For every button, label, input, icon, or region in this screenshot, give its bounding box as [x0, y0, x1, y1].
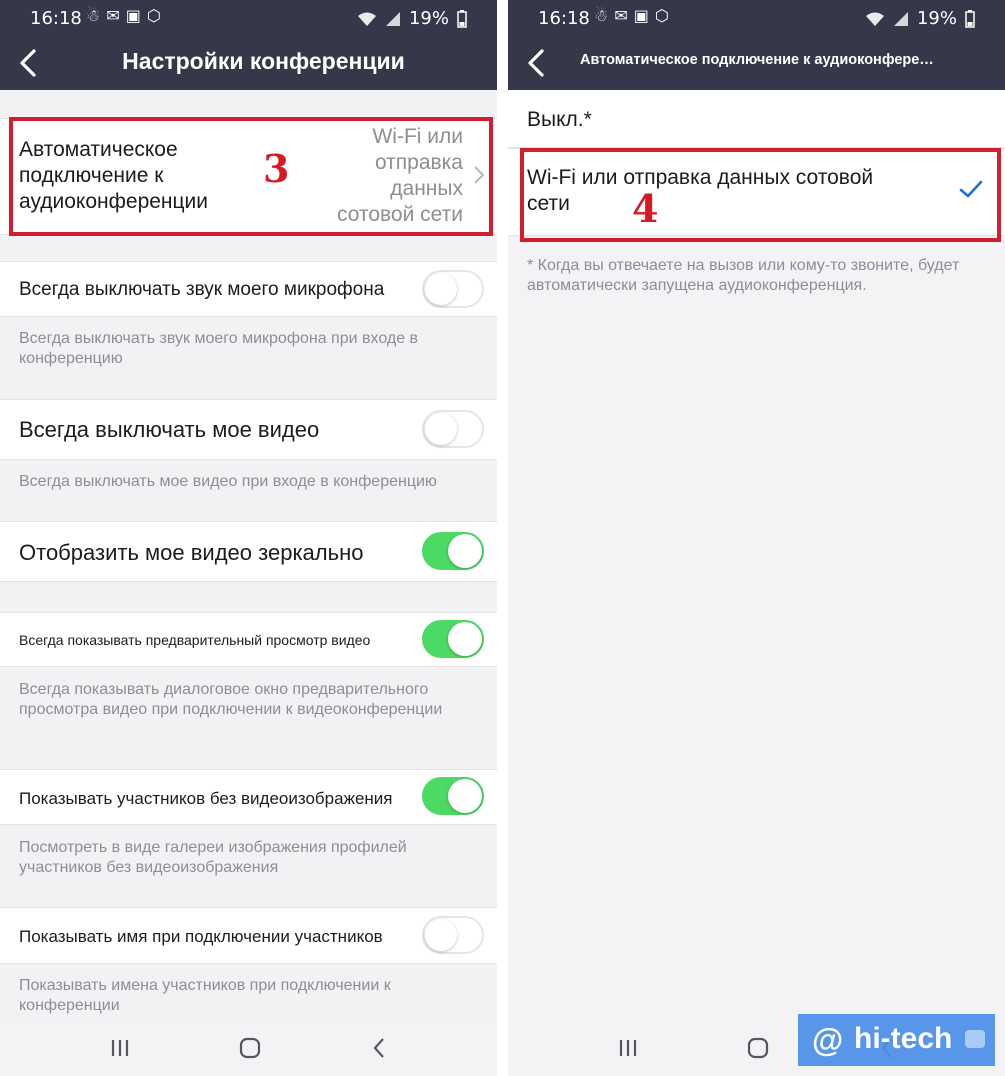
status-bar: [0, 0, 497, 36]
mute-mic-toggle[interactable]: [422, 270, 484, 308]
no-video-participants-toggle[interactable]: [422, 777, 484, 815]
no-video-participants-row: [0, 769, 497, 825]
signal-icon: [385, 11, 401, 27]
recent-apps-icon[interactable]: [108, 1036, 132, 1060]
step-number-4: 4: [632, 186, 659, 231]
battery-percent: 19%: [408, 8, 449, 29]
video-off-toggle[interactable]: [422, 410, 484, 448]
video-preview-label: Всегда показывать предварительный просмотр видео: [19, 632, 371, 648]
home-icon[interactable]: [746, 1036, 770, 1060]
show-name-toggle[interactable]: [422, 916, 484, 954]
auto-audio-label: Автоматическое подключение к аудиоконференции: [19, 138, 209, 213]
highlight-box: [520, 148, 1001, 242]
show-name-label: Показывать имя при подключении участников: [19, 927, 383, 946]
toggle-knob: [425, 413, 457, 445]
notification-icon: ☃: [86, 6, 101, 25]
page-title: Настройки конференции: [122, 48, 405, 74]
video-off-label: Всегда выключать мое видео: [19, 417, 320, 442]
option-off-row[interactable]: [508, 90, 1005, 148]
option-off-label: Выкл.*: [527, 108, 592, 131]
recent-apps-icon[interactable]: [616, 1036, 640, 1060]
show-name-desc: Показывать имена участников при подключении к конференции: [19, 977, 391, 1014]
video-preview-row: [0, 612, 497, 667]
mail-icon: ✉: [106, 6, 120, 25]
mirror-video-toggle[interactable]: [422, 532, 484, 570]
option-wifi-cellular-label: Wi-Fi или отправка данных сотовой сети: [527, 166, 874, 215]
toggle-knob: [448, 534, 482, 568]
toggle-knob: [448, 779, 482, 813]
at-logo-icon: @: [812, 1022, 844, 1058]
mute-mic-desc: Всегда выключать звук моего микрофона при входе в конференцию: [19, 330, 419, 367]
status-right: [865, 8, 975, 29]
status-time: 16:18: [30, 8, 82, 29]
mute-mic-label: Всегда выключать звук моего микрофона: [19, 279, 385, 300]
image-icon: ▣: [125, 6, 141, 25]
mirror-video-label: Отобразить мое видео зеркально: [19, 540, 364, 565]
highlight-box: [9, 117, 493, 236]
image-icon: ▣: [633, 6, 649, 25]
notification-icons: [86, 6, 161, 25]
watermark-text: hi-tech: [854, 1022, 953, 1055]
show-name-row: [0, 907, 497, 964]
battery-icon: [965, 10, 975, 28]
toggle-knob: [425, 919, 457, 951]
signal-icon: [893, 11, 909, 27]
auto-audio-value: Wi-Fi или отправка данных сотовой сети: [336, 125, 463, 226]
nav-bar: [0, 1018, 497, 1076]
mute-mic-row: [0, 261, 497, 317]
notification-icons: [594, 6, 669, 25]
no-video-participants-desc: Посмотреть в виде галереи изображения профилей участников без видеоизображения: [19, 839, 407, 876]
home-icon[interactable]: [238, 1036, 262, 1060]
toggle-knob: [425, 273, 457, 305]
wifi-icon: [865, 11, 885, 27]
video-off-desc: Всегда выключать мое видео при входе в конференцию: [19, 473, 437, 490]
battery-percent: 19%: [916, 8, 957, 29]
no-video-participants-label: Показывать участников без видеоизображения: [19, 789, 393, 808]
status-bar: [508, 0, 1005, 36]
status-right: [357, 8, 467, 29]
battery-icon: [457, 10, 467, 28]
mirror-video-row: [0, 521, 497, 582]
app-bar: [0, 36, 497, 90]
back-arrow-icon[interactable]: [16, 48, 40, 78]
app-icon: ⬡: [146, 6, 161, 25]
video-off-row: [0, 399, 497, 460]
step-number-3: 3: [263, 146, 290, 191]
status-time: 16:18: [538, 8, 590, 29]
back-arrow-icon[interactable]: [524, 48, 548, 78]
screen-auto-audio: [508, 0, 1005, 1076]
page-title: Автоматическое подключение к аудиоконфере…: [580, 52, 934, 68]
video-preview-toggle[interactable]: [422, 620, 484, 658]
mail-icon: ✉: [614, 6, 628, 25]
wifi-icon: [357, 11, 377, 27]
screen-conference-settings: [0, 0, 497, 1076]
app-bar: [508, 36, 1005, 90]
app-icon: ⬡: [654, 6, 669, 25]
toggle-knob: [448, 622, 482, 656]
notification-icon: ☃: [594, 6, 609, 25]
video-preview-desc: Всегда показывать диалоговое окно предварительного просмотра видео при подключении к видеоконференции: [19, 681, 443, 718]
vk-icon: [965, 1030, 985, 1048]
back-nav-icon[interactable]: [368, 1036, 392, 1060]
auto-audio-footnote: * Когда вы отвечаете на вызов или кому-то звоните, будет автоматически запущена аудиоконференция.: [527, 257, 960, 294]
hi-tech-watermark: [798, 1014, 995, 1066]
